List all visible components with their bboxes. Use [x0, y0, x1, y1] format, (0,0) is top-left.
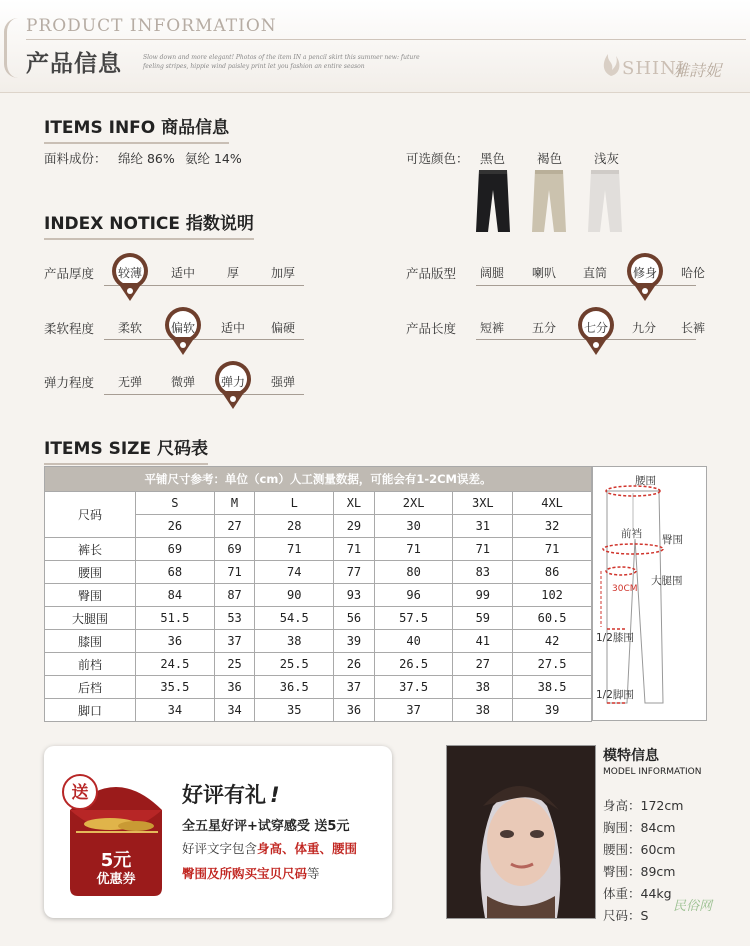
color-name-brown: 褐色	[537, 151, 563, 166]
diagram-hip-label: 臀围	[662, 534, 683, 546]
table-cell: 59	[453, 607, 513, 630]
elasticity-scale-line	[104, 394, 304, 395]
model-waist: 腰围：60cm	[603, 842, 676, 857]
table-cell: 35	[255, 699, 334, 722]
header-tagline: Slow down and more elegant! Photos of the item IN a pencil skirt this summer new: future feeling stripes, hippie wind paisley print let you fashion an entire season	[143, 54, 420, 70]
table-cell: 26.5	[374, 653, 453, 676]
table-cell: 51.5	[136, 607, 215, 630]
table-cell: 26	[334, 653, 375, 676]
numeric-size-cell: 28	[255, 515, 334, 538]
brand-logo-en: SHINI	[622, 58, 685, 79]
table-cell: 96	[374, 584, 453, 607]
gift-badge-text: 送	[71, 783, 89, 803]
thickness-option-2: 适中	[170, 266, 195, 280]
table-cell: 71	[214, 561, 255, 584]
size-header-cell: XL	[334, 492, 375, 515]
elasticity-option-4: 强弹	[270, 375, 295, 389]
table-cell: 93	[334, 584, 375, 607]
index-notice-title: INDEX NOTICE 指数说明	[44, 209, 254, 240]
thickness-label: 产品厚度	[44, 266, 95, 281]
model-weight: 体重：44kg	[603, 886, 672, 901]
table-cell: 36.5	[255, 676, 334, 699]
table-row	[45, 699, 592, 722]
numeric-size-cell: 27	[214, 515, 255, 538]
table-cell: 53	[214, 607, 255, 630]
pants-swatch-black[interactable]	[473, 168, 513, 236]
promo-line-1-prefix: 好评文字包含	[182, 841, 258, 856]
table-cell: 90	[255, 584, 334, 607]
color-name-gray: 浅灰	[594, 151, 620, 166]
thickness-option-1: 较薄	[117, 266, 142, 280]
model-hip: 臀围：89cm	[603, 864, 676, 879]
pants-measurement-illustration	[593, 467, 705, 719]
numeric-size-cell: 32	[513, 515, 592, 538]
header-title-en: PRODUCT INFORMATION	[26, 16, 277, 36]
table-cell: 37	[214, 630, 255, 653]
promo-line-1-highlight: 身高、体重、腰围	[257, 841, 358, 856]
table-cell: 69	[214, 538, 255, 561]
softness-option-1: 柔软	[117, 321, 142, 335]
thickness-option-4: 加厚	[270, 266, 295, 280]
size-header-cell: 3XL	[453, 492, 513, 515]
elasticity-option-3: 弹力	[220, 375, 245, 389]
table-cell: 37	[334, 676, 375, 699]
promo-subtitle: 全五星好评+试穿感受 送5元	[182, 819, 350, 834]
row-label: 膝围	[45, 630, 136, 653]
brand-logo-cn: 雅詩妮	[673, 61, 722, 80]
table-cell: 37	[374, 699, 453, 722]
header-divider	[26, 39, 746, 40]
model-info-title-en: MODEL INFORMATION	[603, 767, 702, 777]
table-cell: 99	[453, 584, 513, 607]
fit-option-1: 阔腿	[479, 266, 504, 280]
diagram-waist-label: 腰围	[635, 475, 656, 487]
table-cell: 68	[136, 561, 215, 584]
table-row	[45, 607, 592, 630]
diagram-30cm-label: 30CM	[612, 584, 638, 594]
length-option-1: 短裤	[479, 321, 504, 335]
size-header-cell: L	[255, 492, 334, 515]
table-cell: 25	[214, 653, 255, 676]
length-option-5: 长裤	[680, 321, 705, 335]
table-cell: 36	[136, 630, 215, 653]
promo-title	[182, 779, 280, 809]
table-cell: 74	[255, 561, 334, 584]
table-cell: 27.5	[513, 653, 592, 676]
numeric-size-cell: 26	[136, 515, 215, 538]
row-label: 腰围	[45, 561, 136, 584]
brand-flame-icon	[598, 50, 624, 78]
table-cell: 84	[136, 584, 215, 607]
table-cell: 39	[513, 699, 592, 722]
thickness-option-3: 厚	[226, 266, 239, 280]
fit-option-3: 直筒	[582, 266, 607, 280]
row-label: 前档	[45, 653, 136, 676]
table-cell: 69	[136, 538, 215, 561]
fabric-nylon: 绵纶 86%	[118, 151, 175, 166]
table-cell: 38	[453, 676, 513, 699]
elasticity-option-1: 无弹	[117, 375, 142, 389]
model-height: 身高：172cm	[603, 798, 684, 813]
table-cell: 38.5	[513, 676, 592, 699]
header-bracket-decoration	[4, 18, 25, 78]
coupon-type: 优惠券	[96, 872, 136, 887]
table-cell: 87	[214, 584, 255, 607]
promo-line-2-suffix: 等	[307, 866, 320, 881]
table-cell: 34	[214, 699, 255, 722]
site-watermark: 民俗网	[673, 899, 713, 914]
row-label: 裤长	[45, 538, 136, 561]
softness-option-3: 适中	[220, 321, 245, 335]
table-cell: 57.5	[374, 607, 453, 630]
numeric-size-cell: 29	[334, 515, 375, 538]
model-info-title: 模特信息	[603, 748, 659, 764]
size-header-cell: 2XL	[374, 492, 453, 515]
diagram-front-rise-label: 前裆	[621, 528, 642, 540]
row-label: 脚口	[45, 699, 136, 722]
table-cell: 38	[453, 699, 513, 722]
fit-label: 产品版型	[406, 266, 457, 281]
length-option-3: 七分	[583, 321, 608, 335]
size-header-cell: M	[214, 492, 255, 515]
table-row	[45, 653, 592, 676]
size-label-cell: 尺码	[45, 492, 136, 538]
diagram-thigh-label: 大腿围	[651, 575, 683, 587]
pants-swatch-brown[interactable]	[529, 168, 569, 236]
table-cell: 71	[334, 538, 375, 561]
table-row	[45, 561, 592, 584]
table-cell: 54.5	[255, 607, 334, 630]
numeric-size-cell: 30	[374, 515, 453, 538]
table-row	[45, 676, 592, 699]
table-cell: 25.5	[255, 653, 334, 676]
table-cell: 36	[214, 676, 255, 699]
model-photo	[446, 745, 596, 919]
table-row	[45, 584, 592, 607]
diagram-hem-label: 1/2脚围	[596, 689, 634, 701]
table-row	[45, 538, 592, 561]
row-label: 大腿围	[45, 607, 136, 630]
promo-line-2-highlight: 臀围及所购买宝贝尺码	[182, 866, 308, 881]
table-cell: 27	[453, 653, 513, 676]
table-cell: 36	[334, 699, 375, 722]
table-cell: 56	[334, 607, 375, 630]
model-size: 尺码：S	[603, 908, 649, 923]
row-label: 后档	[45, 676, 136, 699]
fit-option-5: 哈伦	[680, 266, 705, 280]
table-cell: 42	[513, 630, 592, 653]
table-cell: 77	[334, 561, 375, 584]
table-cell: 86	[513, 561, 592, 584]
softness-option-2: 偏软	[170, 321, 195, 335]
table-cell: 83	[453, 561, 513, 584]
elasticity-label: 弹力程度	[44, 375, 95, 390]
length-option-2: 五分	[531, 321, 556, 335]
table-cell: 34	[136, 699, 215, 722]
color-name-black: 黑色	[480, 151, 506, 166]
table-cell: 80	[374, 561, 453, 584]
promo-title-text: 好评有礼	[182, 783, 266, 807]
length-option-4: 九分	[631, 321, 656, 335]
coupon-amount: 5元	[100, 850, 132, 871]
elasticity-option-2: 微弹	[170, 375, 195, 389]
softness-option-4: 偏硬	[270, 321, 295, 335]
size-table-note: 平铺尺寸参考：单位（cm）人工测量数据，可能会有1-2CM误差。	[45, 467, 592, 492]
fabric-spandex: 氨纶 14%	[185, 151, 242, 166]
diagram-knee-label: 1/2膝围	[596, 632, 634, 644]
table-cell: 71	[453, 538, 513, 561]
table-cell: 71	[374, 538, 453, 561]
table-row	[45, 630, 592, 653]
size-table	[44, 466, 592, 722]
length-label: 产品长度	[406, 321, 457, 336]
header-title-cn: 产品信息	[26, 51, 122, 77]
softness-label: 柔软程度	[44, 321, 95, 336]
row-label: 臀围	[45, 584, 136, 607]
table-cell: 39	[334, 630, 375, 653]
model-bust: 胸围：84cm	[603, 820, 676, 835]
table-cell: 35.5	[136, 676, 215, 699]
promo-line-1	[182, 839, 357, 857]
fit-option-4: 修身	[632, 266, 657, 280]
table-cell: 38	[255, 630, 334, 653]
table-cell: 40	[374, 630, 453, 653]
table-cell: 41	[453, 630, 513, 653]
size-header-cell: S	[136, 492, 215, 515]
model-portrait-illustration	[447, 746, 595, 918]
fabric-label: 面料成份：	[44, 151, 107, 166]
numeric-size-cell: 31	[453, 515, 513, 538]
items-info-title: ITEMS INFO 商品信息	[44, 113, 229, 144]
table-cell: 60.5	[513, 607, 592, 630]
table-cell: 24.5	[136, 653, 215, 676]
promo-line-2	[182, 864, 320, 882]
items-size-title: ITEMS SIZE 尺码表	[44, 434, 208, 465]
size-header-cell: 4XL	[513, 492, 592, 515]
colors-label: 可选颜色：	[406, 151, 469, 166]
table-cell: 71	[255, 538, 334, 561]
pants-swatch-gray[interactable]	[585, 168, 625, 236]
table-cell: 37.5	[374, 676, 453, 699]
promo-title-mark: !	[270, 783, 280, 807]
softness-scale-line	[104, 339, 304, 340]
table-cell: 102	[513, 584, 592, 607]
fit-option-2: 喇叭	[531, 266, 556, 280]
table-cell: 71	[513, 538, 592, 561]
